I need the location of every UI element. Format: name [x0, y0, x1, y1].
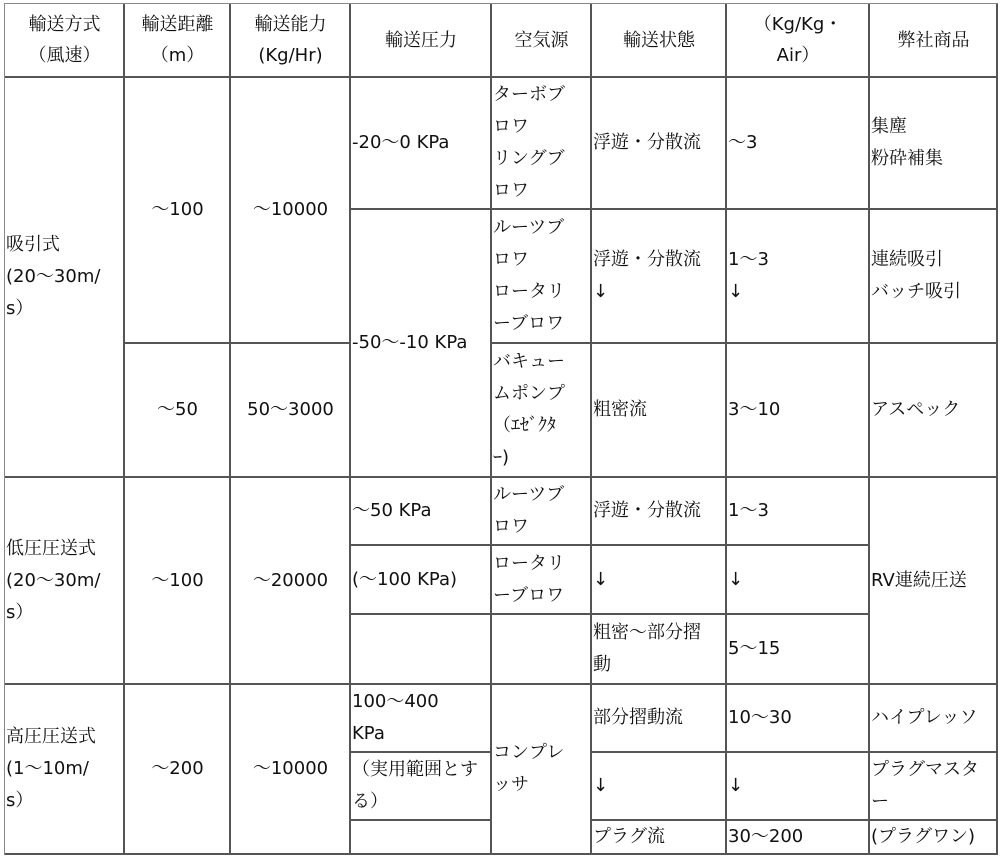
low-pressure-product: RV連続圧送 [870, 478, 998, 685]
suction-product-2: 連続吸引 バッチ吸引 [870, 210, 998, 344]
suction-product-1: 集塵 粉砕補集 [870, 78, 998, 210]
low-pressure-state-1: 浮遊・分散流 [592, 478, 727, 546]
high-pressure-air: コンプレ ッサ [492, 685, 592, 855]
suction-distance-b: 〜50 [125, 344, 231, 478]
suction-air-2: ルーツブ ロワ ロータリ ーブロワ [492, 210, 592, 344]
high-pressure-pressure-1: 100〜400 KPa [351, 685, 492, 753]
suction-ratio-1: 〜3 [727, 78, 870, 210]
suction-state-1: 浮遊・分散流 [592, 78, 727, 210]
low-pressure-pressure-3 [351, 615, 492, 685]
suction-ratio-2: 1〜3 ↓ [727, 210, 870, 344]
high-pressure-product-1: ハイプレッソ [870, 685, 998, 753]
high-pressure-ratio-2: ↓ [727, 753, 870, 821]
suction-distance: 〜100 [125, 78, 231, 344]
low-pressure-ratio-3: 5〜15 [727, 615, 870, 685]
header-ratio: （Kg/Kg・ Air） [727, 4, 870, 78]
table-row [5, 78, 998, 210]
suction-pressure-2: -50〜-10 KPa [351, 210, 492, 478]
high-pressure-ratio-3: 30〜200 [727, 821, 870, 855]
suction-product-3: アスペック [870, 344, 998, 478]
high-pressure-state-3: プラグ流 [592, 821, 727, 855]
header-state: 輸送状態 [592, 4, 727, 78]
suction-state-3: 粗密流 [592, 344, 727, 478]
header-air-source: 空気源 [492, 4, 592, 78]
high-pressure-method: 高圧圧送式 (1〜10m/ s） [5, 685, 125, 855]
high-pressure-pressure-3 [351, 821, 492, 855]
header-pressure: 輸送圧力 [351, 4, 492, 78]
low-pressure-air-3 [492, 615, 592, 685]
low-pressure-capacity: 〜20000 [231, 478, 351, 685]
low-pressure-ratio-2: ↓ [727, 546, 870, 615]
high-pressure-pressure-2: （実用範囲とす る） [351, 753, 492, 821]
table-row [5, 685, 998, 753]
header-product: 弊社商品 [870, 4, 998, 78]
table-row [5, 344, 998, 478]
suction-capacity: 〜10000 [231, 78, 351, 344]
low-pressure-distance: 〜100 [125, 478, 231, 685]
suction-air-3: バキュー ムポンプ （ｴｾﾞｸﾀ ｰ) [492, 344, 592, 478]
high-pressure-distance: 〜200 [125, 685, 231, 855]
low-pressure-state-2: ↓ [592, 546, 727, 615]
suction-air-1: ターボブ ロワ リングブ ロワ [492, 78, 592, 210]
low-pressure-air-1: ルーツブ ロワ [492, 478, 592, 546]
high-pressure-product-3: (プラグワン) [870, 821, 998, 855]
header-capacity: 輸送能力 (Kg/Hr) [231, 4, 351, 78]
high-pressure-state-2: ↓ [592, 753, 727, 821]
low-pressure-method: 低圧圧送式 (20〜30m/ s） [5, 478, 125, 685]
suction-capacity-b: 50〜3000 [231, 344, 351, 478]
suction-pressure-1: -20〜0 KPa [351, 78, 492, 210]
header-distance: 輸送距離 （m） [125, 4, 231, 78]
conveying-method-table [4, 3, 998, 855]
high-pressure-state-1: 部分摺動流 [592, 685, 727, 753]
low-pressure-pressure-2: (〜100 KPa) [351, 546, 492, 615]
header-method: 輸送方式 （風速） [5, 4, 125, 78]
high-pressure-capacity: 〜10000 [231, 685, 351, 855]
table-row [5, 478, 998, 546]
low-pressure-pressure-1: 〜50 KPa [351, 478, 492, 546]
header-row [5, 4, 998, 78]
low-pressure-air-2: ロータリ ーブロワ [492, 546, 592, 615]
low-pressure-state-3: 粗密〜部分摺 動 [592, 615, 727, 685]
high-pressure-ratio-1: 10〜30 [727, 685, 870, 753]
suction-ratio-3: 3〜10 [727, 344, 870, 478]
low-pressure-ratio-1: 1〜3 [727, 478, 870, 546]
suction-method: 吸引式 (20〜30m/ s） [5, 78, 125, 478]
high-pressure-product-2: プラグマスタ ー [870, 753, 998, 821]
suction-state-2: 浮遊・分散流 ↓ [592, 210, 727, 344]
